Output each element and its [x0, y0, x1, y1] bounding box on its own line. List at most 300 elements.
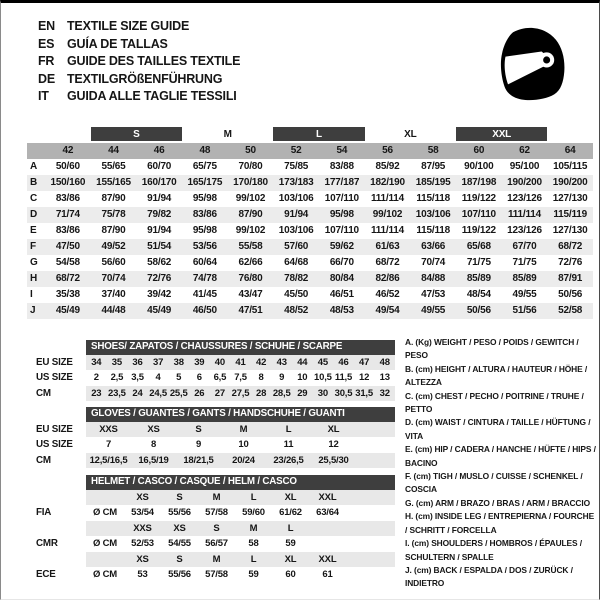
- measure-value-cell: 51/56: [502, 303, 548, 319]
- measure-row-label: G: [30, 257, 38, 268]
- measure-value-cell: 50/60: [55, 161, 80, 172]
- shoes-value-cell: 7,5: [234, 372, 247, 383]
- language-title: GUIDE DES TAILLES TEXTILE: [67, 54, 241, 69]
- shoes-value-cell: 23,5: [107, 386, 128, 402]
- shoes-value-cell: 5: [176, 372, 182, 383]
- shoes-value-cell: 26: [189, 386, 210, 402]
- helmet-size-unit-spacer: [86, 552, 124, 568]
- measure-value-cell: 48/53: [319, 303, 365, 319]
- helmet-size-header-cell: S: [161, 552, 198, 568]
- shoes-value-cell: 28,5: [271, 386, 292, 402]
- measure-value-cell: 115/118: [416, 225, 450, 236]
- size-band-s: S: [91, 127, 182, 141]
- helmet-unit-cell: Ø CM: [92, 507, 117, 518]
- size-header-cell: 56: [365, 143, 411, 159]
- measure-value-cell: 60/64: [192, 257, 217, 268]
- measure-value-cell: 41/45: [192, 289, 217, 300]
- legend-item: A. (Kg) WEIGHT / PESO / POIDS / GEWITCH / PESO: [405, 337, 579, 361]
- measure-value-cell: 103/106: [410, 207, 456, 223]
- measure-value-cell: 72/76: [136, 271, 182, 287]
- size-band-xxl: XXL: [456, 127, 547, 141]
- helmet-size-row-spacer: [27, 521, 86, 537]
- measure-value-cell: 63/66: [410, 239, 456, 255]
- measure-value-cell: 70/74: [91, 271, 137, 287]
- size-band-m: M: [223, 129, 232, 140]
- gloves-value-cell: 11: [283, 439, 294, 450]
- helmet-size-header-cell: XXS: [124, 521, 161, 537]
- measure-value-cell: 99/102: [235, 225, 266, 236]
- gloves-value-cell: 18/21,5: [176, 453, 221, 469]
- shoes-value-cell: 34: [86, 355, 107, 371]
- gloves-value-cell: 9: [195, 439, 202, 450]
- helmet-size-header-cell: L: [272, 521, 309, 537]
- measure-value-cell: 185/195: [410, 175, 456, 191]
- measure-value-cell: 62/66: [238, 257, 263, 268]
- gloves-row-label: US SIZE: [36, 439, 73, 450]
- gloves-table-title: GLOVES / GUANTES / GANTS / HANDSCHUHE / GUANTI: [86, 407, 395, 422]
- measure-value-cell: 83/86: [182, 207, 228, 223]
- gloves-row-filler: [356, 422, 395, 438]
- measure-value-cell: 173/183: [273, 175, 319, 191]
- measure-value-cell: 105/115: [553, 161, 588, 172]
- measure-value-cell: 75/78: [91, 207, 137, 223]
- size-header-cell: 58: [410, 143, 456, 159]
- measure-value-cell: 45/49: [136, 303, 182, 319]
- measure-value-cell: 160/170: [136, 175, 182, 191]
- shoes-value-cell: 42: [251, 355, 272, 371]
- measure-value-cell: 49/54: [365, 303, 411, 319]
- measure-value-cell: 71/75: [512, 257, 537, 268]
- gloves-value-cell: L: [266, 422, 311, 438]
- measure-value-cell: 70/80: [238, 161, 263, 172]
- helmet-size-header-cell: M: [198, 552, 235, 568]
- shoes-value-cell: 35: [107, 355, 128, 371]
- measure-value-cell: 48/52: [273, 303, 319, 319]
- measure-value-cell: 56/60: [101, 257, 126, 268]
- measure-value-cell: 78/82: [273, 271, 319, 287]
- measure-value-cell: 190/200: [502, 175, 548, 191]
- shoes-value-cell: 29: [292, 386, 313, 402]
- helmet-value-row-filler: [346, 567, 395, 583]
- size-band-xl: XL: [404, 129, 417, 140]
- measure-value-cell: 83/86: [55, 193, 80, 204]
- shoes-value-cell: 24: [127, 386, 148, 402]
- measure-value-cell: 54/58: [55, 257, 80, 268]
- language-title: GUÍA DE TALLAS: [67, 36, 168, 51]
- language-code: EN: [38, 19, 55, 33]
- helmet-value-cell: 59: [248, 569, 259, 580]
- helmet-value-cell: [309, 536, 346, 552]
- shoes-value-cell: 27: [210, 386, 231, 402]
- shoes-value-cell: 48: [374, 355, 395, 371]
- measure-value-cell: 59/62: [319, 239, 365, 255]
- shoes-size-table: [27, 339, 395, 401]
- measure-row-label: C: [30, 193, 38, 204]
- language-code: DE: [38, 71, 55, 86]
- measure-value-cell: 43/47: [238, 289, 263, 300]
- language-code: ES: [38, 36, 55, 51]
- size-header-cell: 52: [273, 143, 319, 159]
- language-code: FR: [38, 54, 55, 69]
- measure-value-cell: 115/118: [416, 193, 450, 204]
- measure-value-cell: 99/102: [365, 207, 411, 223]
- measure-row-label: D: [27, 207, 45, 223]
- shoes-value-cell: 6,5: [213, 372, 227, 383]
- size-header-cell: 64: [547, 143, 593, 159]
- gloves-value-cell: 7: [105, 439, 112, 450]
- measure-value-cell: 72/76: [558, 257, 583, 268]
- helmet-size-header-cell: XS: [124, 490, 161, 506]
- measure-value-cell: 37/40: [101, 289, 126, 300]
- measure-value-cell: 127/130: [552, 193, 588, 204]
- gloves-value-cell: 8: [150, 439, 157, 450]
- measure-value-cell: 95/98: [192, 193, 217, 204]
- measure-value-cell: 95/98: [192, 225, 217, 236]
- helmet-value-cell: 58: [248, 538, 259, 549]
- legend-item: C. (cm) CHEST / PECHO / POITRINE / TRUHE / PETTO: [405, 390, 584, 415]
- size-header-cell: 42: [45, 143, 91, 159]
- legend-item: B. (cm) HEIGHT / ALTURA / HAUTEUR / HÖHE / ALTEZZA: [405, 363, 588, 388]
- measure-value-cell: 165/175: [182, 175, 228, 191]
- helmet-size-header-cell: XS: [124, 552, 161, 568]
- shoes-value-cell: 12: [359, 372, 370, 383]
- measure-value-cell: 170/180: [228, 175, 274, 191]
- measure-row-label: J: [27, 303, 45, 319]
- shoes-value-cell: 9: [279, 372, 285, 383]
- shoes-value-cell: 2,5: [110, 372, 124, 383]
- measure-value-cell: 48/54: [466, 289, 491, 300]
- measure-value-cell: 87/95: [421, 161, 446, 172]
- size-header-cell: 48: [182, 143, 228, 159]
- measure-value-cell: 190/200: [547, 175, 593, 191]
- measure-value-cell: 55/65: [101, 161, 126, 172]
- shoes-value-cell: 24,5: [148, 386, 169, 402]
- gloves-value-cell: M: [221, 422, 266, 438]
- helmet-size-header-cell: XXL: [309, 490, 346, 506]
- helmet-size-row-filler: [346, 521, 395, 537]
- measure-value-cell: 95/100: [509, 161, 540, 172]
- language-title: GUIDA ALLE TAGLIE TESSILI: [67, 89, 237, 104]
- gloves-value-cell: 20/24: [221, 453, 266, 469]
- measure-value-cell: 45/49: [45, 303, 91, 319]
- measure-value-cell: 107/110: [456, 207, 502, 223]
- shoes-value-cell: 27,5: [230, 386, 251, 402]
- language-row: [38, 71, 240, 89]
- measure-value-cell: 45/50: [284, 289, 309, 300]
- helmet-value-cell: 57/58: [205, 507, 228, 518]
- measure-value-cell: 39/42: [147, 289, 172, 300]
- measure-value-cell: 182/190: [365, 175, 411, 191]
- measure-row-label: I: [30, 289, 33, 300]
- helmet-value-cell: 57/58: [205, 569, 228, 580]
- helmet-value-cell: 52/53: [131, 538, 154, 549]
- shoes-value-cell: 25,5: [168, 386, 189, 402]
- measure-row-label: A: [30, 161, 38, 172]
- band-spacer: [547, 127, 593, 143]
- measure-value-cell: 49/55: [512, 289, 537, 300]
- measure-value-cell: 155/165: [91, 175, 137, 191]
- helmet-value-cell: 60: [285, 569, 296, 580]
- language-title: TEXTILGRÖßENFÜHRUNG: [67, 71, 223, 86]
- shoes-row-label: US SIZE: [36, 372, 73, 383]
- gloves-value-cell: 23/26,5: [266, 453, 311, 469]
- helmet-size-header-cell: S: [161, 490, 198, 506]
- measure-value-cell: 50/56: [558, 289, 583, 300]
- gloves-value-cell: 16,5/19: [131, 453, 176, 469]
- shoes-value-cell: 39: [189, 355, 210, 371]
- measure-value-cell: 82/86: [365, 271, 411, 287]
- helmet-value-cell: 55/56: [168, 569, 191, 580]
- shoes-value-cell: 45: [313, 355, 334, 371]
- helmet-value-cell: 61/62: [279, 507, 302, 518]
- measure-value-cell: 90/100: [464, 161, 494, 172]
- measure-value-cell: 187/198: [456, 175, 502, 191]
- measure-value-cell: 53/56: [182, 239, 228, 255]
- measure-value-cell: 70/74: [421, 257, 446, 268]
- shoes-value-cell: 28: [251, 386, 272, 402]
- measure-value-cell: 35/38: [55, 289, 80, 300]
- measure-value-cell: 68/72: [375, 257, 400, 268]
- helmet-value-cell: 53/54: [131, 507, 154, 518]
- measure-value-cell: 65/68: [456, 239, 502, 255]
- measure-value-cell: 50/56: [456, 303, 502, 319]
- measure-value-cell: 55/58: [228, 239, 274, 255]
- measure-value-cell: 127/130: [552, 225, 588, 236]
- helmet-value-cell: 59/60: [242, 507, 265, 518]
- legend-item: I. (cm) SHOULDERS / HOMBROS / ÉPAULES / SCHULTERN / SPALLE: [405, 538, 582, 562]
- size-band-l: L: [273, 127, 364, 141]
- helmet-standard-label: CMR: [36, 538, 58, 549]
- shoes-value-cell: 41: [230, 355, 251, 371]
- measure-value-cell: 84/88: [410, 271, 456, 287]
- legend-item: F. (cm) TIGH / MUSLO / CUISSE / SCHENKEL / COSCIA: [405, 471, 583, 495]
- helmet-value-row-filler: [346, 505, 395, 521]
- helmet-size-header-cell: XL: [272, 552, 309, 568]
- gloves-row-label: EU SIZE: [36, 423, 73, 435]
- shoes-value-cell: 8: [258, 372, 264, 383]
- legend-item: D. (cm) WAIST / CINTURA / TAILLE / HÜFTUNG / VITA: [405, 417, 591, 441]
- measure-value-cell: 177/187: [319, 175, 365, 191]
- measure-row-label: B: [27, 175, 45, 191]
- helmet-size-header-cell: L: [235, 490, 272, 506]
- measure-value-cell: 47/51: [228, 303, 274, 319]
- helmet-value-cell: 54/55: [168, 538, 191, 549]
- size-header-cell: 44: [91, 143, 137, 159]
- language-row: [38, 36, 240, 54]
- measure-value-cell: 123/126: [507, 193, 542, 204]
- shoes-value-cell: 47: [354, 355, 375, 371]
- measure-value-cell: 85/92: [375, 161, 400, 172]
- gloves-value-cell: 12: [328, 439, 339, 450]
- shoes-value-cell: 38: [168, 355, 189, 371]
- helmet-value-row-filler: [346, 536, 395, 552]
- size-header-spacer: [27, 143, 45, 159]
- helmet-value-cell: 56/57: [205, 538, 228, 549]
- band-spacer: [45, 127, 91, 143]
- measure-value-cell: 87/90: [101, 225, 126, 236]
- helmet-size-row-filler: [346, 490, 395, 506]
- band-spacer: [27, 127, 45, 143]
- measure-value-cell: 111/114: [370, 225, 405, 236]
- measure-value-cell: 123/126: [507, 225, 542, 236]
- measure-value-cell: 119/122: [461, 225, 496, 236]
- measure-value-cell: 103/106: [278, 193, 314, 204]
- measure-value-cell: 46/50: [182, 303, 228, 319]
- helmet-value-cell: 55/56: [168, 507, 191, 518]
- shoes-row-label: EU SIZE: [36, 356, 73, 368]
- measure-row-label: F: [27, 239, 45, 255]
- measurement-legend: [405, 336, 598, 591]
- measure-value-cell: 46/51: [329, 289, 354, 300]
- measure-value-cell: 60/70: [147, 161, 172, 172]
- legend-item: G. (cm) ARM / BRAZO / BRAS / ARM / BRACCIO: [405, 497, 591, 508]
- measure-row-label: H: [27, 271, 45, 287]
- shoes-value-cell: 2: [93, 372, 99, 383]
- shoes-value-cell: 11,5: [334, 372, 353, 383]
- shoes-value-cell: 4: [155, 372, 161, 383]
- legend-item: H. (cm) INSIDE LEG / ENTREPIERNA / FOURCHE / SCHRITT / FORCELLA: [405, 511, 595, 535]
- measure-value-cell: 68/72: [547, 239, 593, 255]
- language-code: IT: [38, 89, 49, 104]
- measure-value-cell: 115/119: [547, 207, 593, 223]
- shoes-row-label: CM: [36, 387, 51, 399]
- measure-value-cell: 64/68: [284, 257, 309, 268]
- racing-helmet-icon: [487, 20, 571, 110]
- helmet-size-header-cell: XL: [272, 490, 309, 506]
- measure-value-cell: 83/86: [55, 225, 80, 236]
- size-header-cell: 62: [502, 143, 548, 159]
- measure-value-cell: 65/75: [192, 161, 217, 172]
- language-row: [38, 88, 240, 106]
- measure-value-cell: 99/102: [235, 193, 266, 204]
- gloves-row-label: CM: [36, 454, 51, 466]
- legend-item: J. (cm) BACK / ESPALDA / DOS / ZURÜCK / INDIETRO: [405, 564, 573, 589]
- gloves-row-filler: [356, 453, 395, 469]
- shoes-value-cell: 13: [379, 372, 390, 383]
- measure-value-cell: 119/122: [461, 193, 496, 204]
- measure-value-cell: 71/75: [466, 257, 491, 268]
- shoes-value-cell: 3,5: [131, 372, 144, 383]
- helmet-size-header-cell: XS: [161, 521, 198, 537]
- measure-value-cell: 68/72: [45, 271, 91, 287]
- shoes-value-cell: 36: [127, 355, 148, 371]
- size-header-cell: 50: [228, 143, 274, 159]
- helmet-unit-cell: Ø CM: [92, 569, 117, 580]
- helmet-size-table: [27, 474, 395, 583]
- measure-value-cell: 103/106: [278, 225, 314, 236]
- shoes-value-cell: 6: [196, 372, 202, 383]
- shoes-value-cell: 30,5: [333, 386, 354, 402]
- measure-value-cell: 111/114: [370, 193, 405, 204]
- gloves-value-cell: 12,5/16,5: [86, 453, 131, 469]
- language-row: [38, 53, 240, 71]
- shoes-table-title: SHOES/ ZAPATOS / CHAUSSURES / SCHUHE / SCARPE: [86, 340, 395, 355]
- gloves-value-cell: S: [176, 422, 221, 438]
- helmet-value-cell: 59: [285, 538, 296, 549]
- measure-value-cell: 46/52: [375, 289, 400, 300]
- measure-value-cell: 47/50: [45, 239, 91, 255]
- language-list: [38, 18, 240, 106]
- measure-row-label: E: [30, 225, 37, 236]
- gloves-value-cell: XS: [131, 422, 176, 438]
- shoes-value-cell: 37: [148, 355, 169, 371]
- shoes-value-cell: 30: [313, 386, 334, 402]
- measure-value-cell: 49/55: [410, 303, 456, 319]
- measure-value-cell: 150/160: [45, 175, 91, 191]
- measure-value-cell: 66/70: [329, 257, 354, 268]
- legend-item: E. (cm) HIP / CADERA / HANCHE / HÜFTE / HIPS / BACINO: [405, 444, 596, 468]
- size-header-cell: 60: [456, 143, 502, 159]
- measure-value-cell: 51/54: [136, 239, 182, 255]
- helmet-size-header-cell: M: [198, 490, 235, 506]
- shoes-value-cell: 43: [271, 355, 292, 371]
- helmet-value-cell: 61: [322, 569, 333, 580]
- measure-value-cell: 91/94: [147, 193, 172, 204]
- measure-value-cell: 107/110: [324, 193, 359, 204]
- measure-value-cell: 75/85: [284, 161, 309, 172]
- gloves-size-table: [27, 406, 395, 468]
- measure-value-cell: 80/84: [319, 271, 365, 287]
- measure-value-cell: 87/90: [228, 207, 274, 223]
- helmet-size-header-cell: M: [235, 521, 272, 537]
- helmet-value-cell: 63/64: [316, 507, 339, 518]
- gloves-value-cell: 25,5/30: [311, 453, 356, 469]
- measure-value-cell: 107/110: [324, 225, 359, 236]
- helmet-size-header-cell: [309, 521, 346, 537]
- measure-value-cell: 47/53: [421, 289, 446, 300]
- helmet-standard-label: ECE: [36, 569, 56, 580]
- measure-value-cell: 87/90: [101, 193, 126, 204]
- helmet-size-header-cell: L: [235, 552, 272, 568]
- helmet-size-header-cell: S: [198, 521, 235, 537]
- measure-value-cell: 79/82: [136, 207, 182, 223]
- helmet-value-cell: 53: [137, 569, 148, 580]
- shoes-value-cell: 32: [374, 386, 395, 402]
- helmet-size-header-cell: XXL: [309, 552, 346, 568]
- measure-value-cell: 61/63: [365, 239, 411, 255]
- measure-value-cell: 74/78: [182, 271, 228, 287]
- language-row: [38, 18, 240, 36]
- helmet-size-row-spacer: [27, 552, 86, 568]
- measure-value-cell: 49/52: [91, 239, 137, 255]
- helmet-table-title: HELMET / CASCO / CASQUE / HELM / CASCO: [86, 475, 395, 490]
- language-title: TEXTILE SIZE GUIDE: [67, 19, 190, 33]
- measure-value-cell: 111/114: [502, 207, 548, 223]
- measure-value-cell: 57/60: [273, 239, 319, 255]
- gloves-value-cell: 10: [238, 439, 249, 450]
- shoes-value-cell: 40: [210, 355, 231, 371]
- gloves-row-filler: [356, 437, 395, 453]
- measure-value-cell: 58/62: [147, 257, 172, 268]
- shoes-value-cell: 10: [297, 372, 308, 383]
- shoes-value-cell: 31,5: [354, 386, 375, 402]
- gloves-value-cell: XL: [311, 422, 356, 438]
- measure-value-cell: 52/58: [547, 303, 593, 319]
- helmet-size-unit-spacer: [86, 490, 124, 506]
- main-size-table: [27, 127, 593, 319]
- measure-value-cell: 85/89: [456, 271, 502, 287]
- measure-value-cell: 71/74: [45, 207, 91, 223]
- gloves-value-cell: XXS: [86, 422, 131, 438]
- helmet-size-row-spacer: [27, 490, 86, 506]
- helmet-standard-label: FIA: [36, 507, 52, 518]
- shoes-value-cell: 46: [333, 355, 354, 371]
- helmet-size-row-filler: [346, 552, 395, 568]
- shoes-value-cell: 10,5: [314, 372, 332, 383]
- size-header-cell: 46: [136, 143, 182, 159]
- measure-value-cell: 87/91: [547, 271, 593, 287]
- measure-value-cell: 91/94: [147, 225, 172, 236]
